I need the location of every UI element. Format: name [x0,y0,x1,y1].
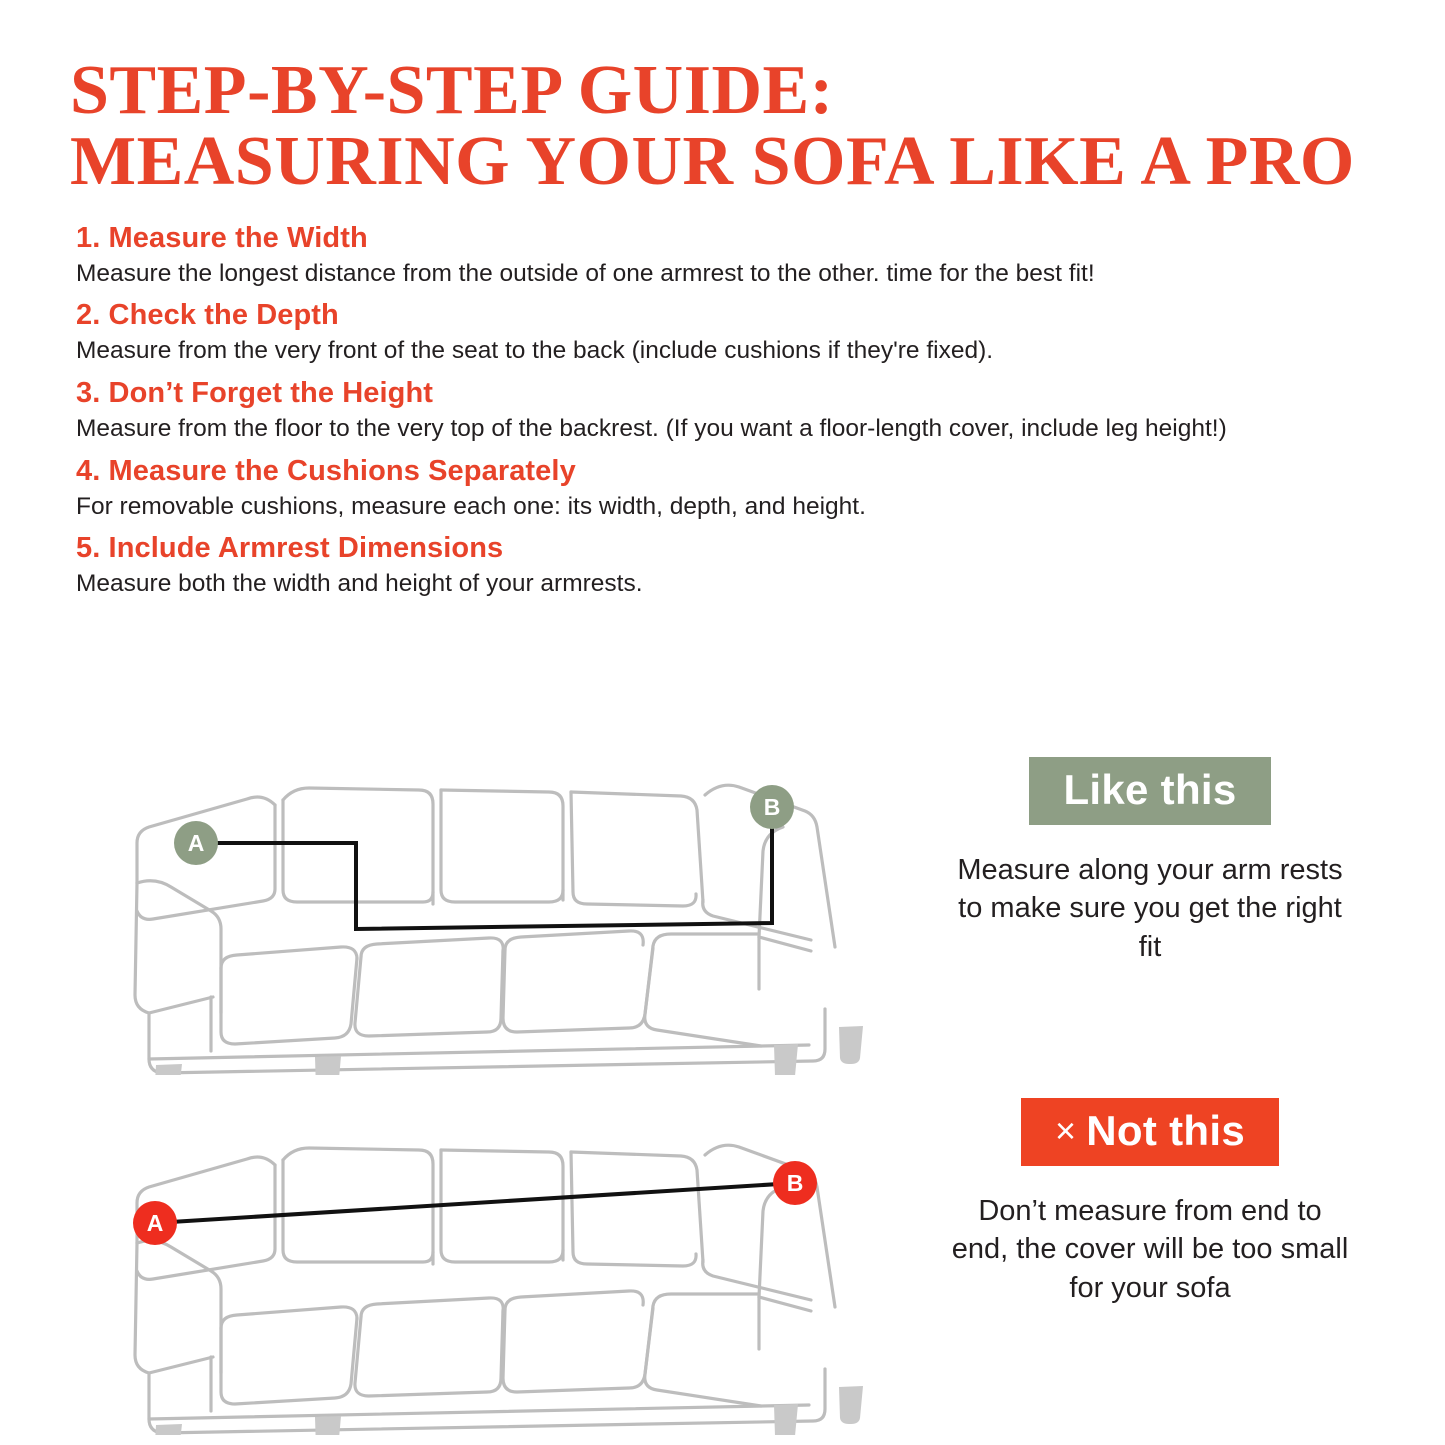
steps-list [70,222,1385,600]
step-item [70,455,1385,523]
badge-like-this: Like this [1029,757,1270,825]
step-heading: 2. Check the Depth [76,299,339,332]
badge-not-this-label: Not this [1086,1106,1246,1154]
callout-column [930,757,1370,1307]
title-line-1: STEP-BY-STEP GUIDE: [70,52,834,129]
badge-not-this [1021,1098,1279,1166]
step-item [70,377,1385,445]
callout-not-this [930,1098,1370,1307]
step-text: Measure the longest distance from the outside of one armrest to the other. time for the best fit! [76,259,1095,287]
close-icon: × [1054,1109,1077,1151]
point-label-a: A [146,1210,164,1236]
step-text: Measure both the width and height of your armrests. [76,570,643,598]
point-label-a: A [187,830,205,856]
step-text: Measure from the very front of the seat to the back (include cushions if they're fixed). [76,337,994,365]
sofa-diagram-correct [70,735,900,1075]
step-item [70,532,1385,600]
callout-like-this [930,757,1370,966]
step-heading: 1. Measure the Width [76,221,368,254]
callout-like-caption: Measure along your arm rests to make sure you get the right fit [957,854,1343,963]
step-item [70,222,1385,290]
callout-not-caption: Don’t measure from end to end, the cover will be too small for your sofa [951,1195,1349,1304]
step-heading: 3. Don’t Forget the Height [76,377,434,410]
step-heading: 5. Include Armrest Dimensions [76,532,504,565]
sofa-diagram-incorrect [70,1095,900,1435]
point-label-b: B [786,1170,804,1196]
step-item [70,299,1385,367]
title-line-2: MEASURING YOUR SOFA LIKE A PRO [70,123,1355,201]
point-label-b: B [763,794,781,820]
step-text: For removable cushions, measure each one: its width, depth, and height. [76,492,866,520]
step-heading: 4. Measure the Cushions Separately [76,454,576,487]
step-text: Measure from the floor to the very top of the backrest. (If you want a floor-length cover, include leg height!) [76,415,1227,443]
sofa-illustrations [70,735,900,1435]
page-title [70,52,1385,201]
diagram-section [0,735,1445,1445]
